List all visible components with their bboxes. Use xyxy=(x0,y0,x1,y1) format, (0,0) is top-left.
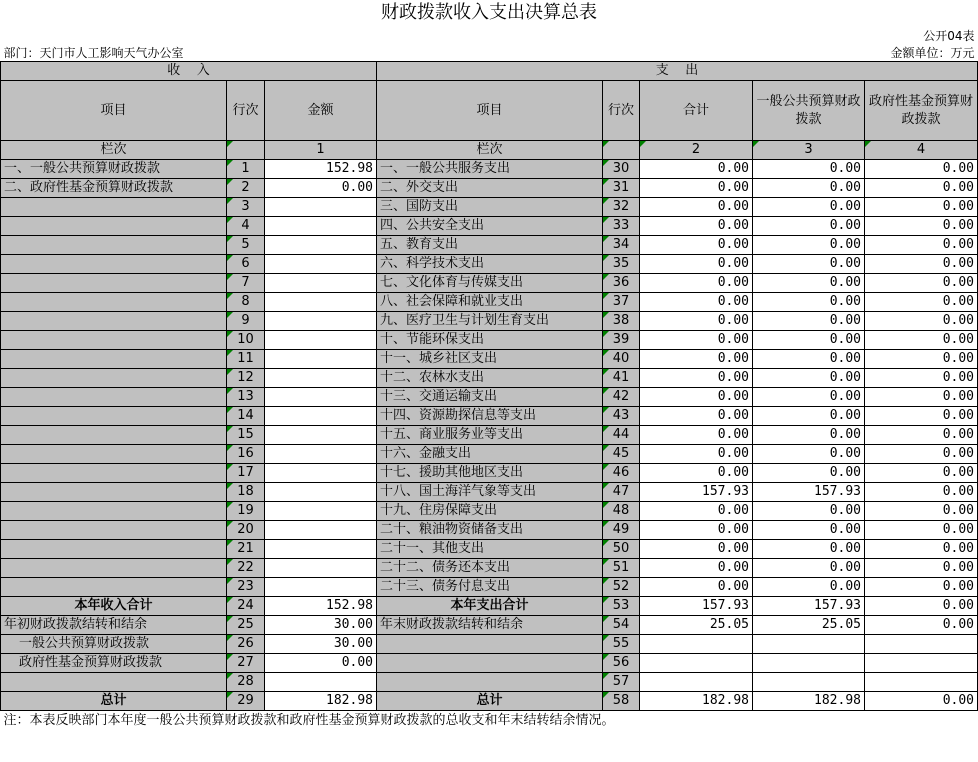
expense-item: 八、社会保障和就业支出 xyxy=(377,293,603,312)
col-header-expense-item: 项目 xyxy=(377,81,603,141)
table-row xyxy=(1,407,978,426)
income-item xyxy=(1,521,227,540)
row-no: 27 xyxy=(227,654,265,673)
table-row xyxy=(1,388,978,407)
income-item xyxy=(1,426,227,445)
unit-label: 金额单位：万元 xyxy=(890,46,975,60)
expense-total[interactable]: 0.00 xyxy=(640,407,753,426)
income-amount[interactable]: 0.00 xyxy=(265,179,377,198)
begin-fund-amount[interactable]: 0.00 xyxy=(265,654,377,673)
row-no: 31 xyxy=(603,179,640,198)
income-item xyxy=(1,274,227,293)
grand-total-label-2: 总计 xyxy=(377,692,603,711)
expense-fund[interactable]: 0.00 xyxy=(865,293,978,312)
expense-general[interactable]: 0.00 xyxy=(753,464,865,483)
expense-fund[interactable]: 0.00 xyxy=(865,578,978,597)
table-row xyxy=(1,350,978,369)
col-index-1: 1 xyxy=(265,141,377,160)
row-no: 10 xyxy=(227,331,265,350)
expense-fund[interactable]: 0.00 xyxy=(865,217,978,236)
table-row xyxy=(1,274,978,293)
expense-item: 十六、金融支出 xyxy=(377,445,603,464)
row-no: 50 xyxy=(603,540,640,559)
row-no: 58 xyxy=(603,692,640,711)
expense-total[interactable]: 0.00 xyxy=(640,179,753,198)
col-header-general: 一般公共预算财政拨款 xyxy=(753,81,865,141)
expense-fund[interactable]: 0.00 xyxy=(865,312,978,331)
row-no: 13 xyxy=(227,388,265,407)
grand-total-total[interactable]: 182.98 xyxy=(640,692,753,711)
expense-item: 十二、农林水支出 xyxy=(377,369,603,388)
row-no: 32 xyxy=(603,198,640,217)
table-row xyxy=(1,540,978,559)
row-no: 19 xyxy=(227,502,265,521)
expense-fund[interactable]: 0.00 xyxy=(865,160,978,179)
expense-fund[interactable]: 0.00 xyxy=(865,502,978,521)
department-label: 部门：天门市人工影响天气办公室 xyxy=(3,46,184,60)
row-no: 57 xyxy=(603,673,640,692)
income-amount[interactable] xyxy=(265,293,377,312)
grand-total-label: 总计 xyxy=(1,692,227,711)
row-no: 36 xyxy=(603,274,640,293)
income-item xyxy=(1,483,227,502)
income-amount[interactable] xyxy=(265,445,377,464)
row-no: 5 xyxy=(227,236,265,255)
end-balance-general[interactable]: 25.05 xyxy=(753,616,865,635)
expense-total[interactable]: 0.00 xyxy=(640,160,753,179)
expense-total[interactable]: 0.00 xyxy=(640,369,753,388)
table-row xyxy=(1,331,978,350)
expense-general[interactable]: 0.00 xyxy=(753,426,865,445)
table-row xyxy=(1,255,978,274)
end-balance-fund[interactable]: 0.00 xyxy=(865,616,978,635)
expense-general[interactable]: 0.00 xyxy=(753,293,865,312)
expense-item: 十、节能环保支出 xyxy=(377,331,603,350)
expense-general[interactable]: 0.00 xyxy=(753,160,865,179)
begin-general-label: 一般公共预算财政拨款 xyxy=(1,635,227,654)
expense-general[interactable]: 0.00 xyxy=(753,217,865,236)
row-no: 34 xyxy=(603,236,640,255)
expense-total[interactable]: 0.00 xyxy=(640,521,753,540)
row-no: 28 xyxy=(227,673,265,692)
expense-fund[interactable]: 0.00 xyxy=(865,426,978,445)
row-no: 2 xyxy=(227,179,265,198)
col-index-label: 栏次 xyxy=(1,141,227,160)
footnote: 注：本表反映部门本年度一般公共预算财政拨款和政府性基金预算财政拨款的总收支和年末结转结余情况。 xyxy=(3,713,615,729)
expense-total[interactable]: 0.00 xyxy=(640,217,753,236)
table-title: 财政拨款收入支出决算总表 xyxy=(381,2,597,23)
expense-fund[interactable]: 0.00 xyxy=(865,331,978,350)
row-no: 24 xyxy=(227,597,265,616)
income-amount[interactable] xyxy=(265,331,377,350)
expense-general[interactable]: 0.00 xyxy=(753,559,865,578)
expense-total[interactable]: 0.00 xyxy=(640,236,753,255)
expense-total-label: 本年支出合计 xyxy=(377,597,603,616)
row-no: 3 xyxy=(227,198,265,217)
income-total-label: 本年收入合计 xyxy=(1,597,227,616)
table-row xyxy=(1,445,978,464)
table-row xyxy=(1,521,978,540)
income-amount[interactable] xyxy=(265,255,377,274)
expense-item: 二十三、债务付息支出 xyxy=(377,578,603,597)
table-row xyxy=(1,483,978,502)
expense-section-header: 支 出 xyxy=(377,62,978,81)
col-header-income-amount: 金额 xyxy=(265,81,377,141)
expense-item: 十一、城乡社区支出 xyxy=(377,350,603,369)
income-amount[interactable] xyxy=(265,483,377,502)
table-row xyxy=(1,160,978,179)
income-amount[interactable] xyxy=(265,540,377,559)
row-no: 17 xyxy=(227,464,265,483)
col-header-income-item: 项目 xyxy=(1,81,227,141)
income-item xyxy=(1,293,227,312)
end-balance-label: 年末财政拨款结转和结余 xyxy=(377,616,603,635)
expense-item: 九、医疗卫生与计划生育支出 xyxy=(377,312,603,331)
income-amount[interactable] xyxy=(265,198,377,217)
row-no: 49 xyxy=(603,521,640,540)
row-no: 18 xyxy=(227,483,265,502)
expense-fund[interactable]: 0.00 xyxy=(865,369,978,388)
expense-general[interactable]: 0.00 xyxy=(753,179,865,198)
expense-total[interactable]: 0.00 xyxy=(640,293,753,312)
row-no: 56 xyxy=(603,654,640,673)
income-item xyxy=(1,217,227,236)
row-no: 29 xyxy=(227,692,265,711)
row-no: 22 xyxy=(227,559,265,578)
income-amount[interactable] xyxy=(265,578,377,597)
expense-item: 二十一、其他支出 xyxy=(377,540,603,559)
expense-general[interactable]: 0.00 xyxy=(753,540,865,559)
table-row xyxy=(1,312,978,331)
table-row xyxy=(1,198,978,217)
expense-total[interactable]: 0.00 xyxy=(640,445,753,464)
income-item xyxy=(1,198,227,217)
expense-item: 二十二、债务还本支出 xyxy=(377,559,603,578)
row-no: 7 xyxy=(227,274,265,293)
expense-total[interactable]: 0.00 xyxy=(640,312,753,331)
expense-general[interactable]: 0.00 xyxy=(753,198,865,217)
row-no: 14 xyxy=(227,407,265,426)
income-amount[interactable]: 152.98 xyxy=(265,160,377,179)
expense-item: 三、国防支出 xyxy=(377,198,603,217)
expense-total-general[interactable]: 157.93 xyxy=(753,597,865,616)
table-row xyxy=(1,293,978,312)
expense-general[interactable]: 0.00 xyxy=(753,274,865,293)
income-amount[interactable] xyxy=(265,559,377,578)
expense-total[interactable]: 0.00 xyxy=(640,578,753,597)
income-item xyxy=(1,578,227,597)
expense-total[interactable]: 0.00 xyxy=(640,350,753,369)
income-amount[interactable] xyxy=(265,464,377,483)
table-row xyxy=(1,236,978,255)
row-no: 42 xyxy=(603,388,640,407)
expense-total[interactable]: 0.00 xyxy=(640,198,753,217)
expense-total[interactable]: 0.00 xyxy=(640,274,753,293)
expense-general[interactable]: 0.00 xyxy=(753,255,865,274)
income-item xyxy=(1,255,227,274)
row-no: 8 xyxy=(227,293,265,312)
expense-general[interactable]: 0.00 xyxy=(753,331,865,350)
income-amount[interactable] xyxy=(265,274,377,293)
begin-fund-label: 政府性基金预算财政拨款 xyxy=(1,654,227,673)
income-item xyxy=(1,312,227,331)
row-no: 26 xyxy=(227,635,265,654)
expense-fund[interactable]: 0.00 xyxy=(865,483,978,502)
expense-general[interactable]: 0.00 xyxy=(753,521,865,540)
row-no: 30 xyxy=(603,160,640,179)
begin-balance-label: 年初财政拨款结转和结余 xyxy=(1,616,227,635)
row-no: 51 xyxy=(603,559,640,578)
expense-general[interactable]: 0.00 xyxy=(753,578,865,597)
col-header-income-row-no: 行次 xyxy=(227,81,265,141)
expense-fund[interactable]: 0.00 xyxy=(865,445,978,464)
expense-fund[interactable]: 0.00 xyxy=(865,198,978,217)
table-row xyxy=(1,502,978,521)
income-item xyxy=(1,559,227,578)
income-amount[interactable] xyxy=(265,236,377,255)
expense-fund[interactable]: 0.00 xyxy=(865,350,978,369)
expense-total[interactable]: 0.00 xyxy=(640,540,753,559)
expense-item: 五、教育支出 xyxy=(377,236,603,255)
income-item: 一、一般公共预算财政拨款 xyxy=(1,160,227,179)
table-row xyxy=(1,578,978,597)
expense-fund[interactable]: 0.00 xyxy=(865,388,978,407)
row-no: 52 xyxy=(603,578,640,597)
row-no: 44 xyxy=(603,426,640,445)
col-header-fund: 政府性基金预算财政拨款 xyxy=(865,81,978,141)
expense-fund[interactable]: 0.00 xyxy=(865,521,978,540)
expense-item: 十三、交通运输支出 xyxy=(377,388,603,407)
row-no: 23 xyxy=(227,578,265,597)
row-no: 21 xyxy=(227,540,265,559)
income-amount[interactable] xyxy=(265,521,377,540)
table-row xyxy=(1,559,978,578)
begin-general-amount[interactable]: 30.00 xyxy=(265,635,377,654)
row-no: 35 xyxy=(603,255,640,274)
row-no: 6 xyxy=(227,255,265,274)
income-amount[interactable] xyxy=(265,217,377,236)
expense-item: 六、科学技术支出 xyxy=(377,255,603,274)
expense-general[interactable]: 157.93 xyxy=(753,483,865,502)
expense-general[interactable]: 0.00 xyxy=(753,502,865,521)
expense-fund[interactable]: 0.00 xyxy=(865,274,978,293)
row-no: 43 xyxy=(603,407,640,426)
expense-general[interactable]: 0.00 xyxy=(753,350,865,369)
expense-item: 十五、商业服务业等支出 xyxy=(377,426,603,445)
row-no: 1 xyxy=(227,160,265,179)
expense-total-fund[interactable]: 0.00 xyxy=(865,597,978,616)
income-amount[interactable] xyxy=(265,350,377,369)
expense-general[interactable]: 0.00 xyxy=(753,407,865,426)
row-no: 4 xyxy=(227,217,265,236)
row-no: 33 xyxy=(603,217,640,236)
col-header-expense-row-no: 行次 xyxy=(603,81,640,141)
expense-item: 十七、援助其他地区支出 xyxy=(377,464,603,483)
row-no: 54 xyxy=(603,616,640,635)
expense-fund[interactable]: 0.00 xyxy=(865,464,978,483)
expense-total-total[interactable]: 157.93 xyxy=(640,597,753,616)
expense-general[interactable]: 0.00 xyxy=(753,312,865,331)
expense-item: 十四、资源勘探信息等支出 xyxy=(377,407,603,426)
income-item xyxy=(1,540,227,559)
income-total-amount[interactable]: 152.98 xyxy=(265,597,377,616)
row-no: 37 xyxy=(603,293,640,312)
row-no: 46 xyxy=(603,464,640,483)
income-amount[interactable] xyxy=(265,426,377,445)
row-no: 48 xyxy=(603,502,640,521)
income-item xyxy=(1,388,227,407)
income-amount[interactable] xyxy=(265,502,377,521)
expense-fund[interactable]: 0.00 xyxy=(865,179,978,198)
expense-total[interactable]: 0.00 xyxy=(640,331,753,350)
income-item xyxy=(1,350,227,369)
table-row xyxy=(1,369,978,388)
income-section-header: 收 入 xyxy=(1,62,377,81)
col-index-3: 3 xyxy=(753,141,865,160)
row-no: 39 xyxy=(603,331,640,350)
table-row xyxy=(1,464,978,483)
expense-item: 二、外交支出 xyxy=(377,179,603,198)
income-item xyxy=(1,369,227,388)
expense-total[interactable]: 0.00 xyxy=(640,388,753,407)
expense-total[interactable]: 0.00 xyxy=(640,559,753,578)
income-item: 二、政府性基金预算财政拨款 xyxy=(1,179,227,198)
row-no: 45 xyxy=(603,445,640,464)
income-amount[interactable] xyxy=(265,388,377,407)
expense-total[interactable]: 157.93 xyxy=(640,483,753,502)
table-row xyxy=(1,426,978,445)
expense-total[interactable]: 0.00 xyxy=(640,426,753,445)
row-no: 25 xyxy=(227,616,265,635)
col-index-4: 4 xyxy=(865,141,978,160)
table-row xyxy=(1,217,978,236)
table-body xyxy=(1,160,978,597)
income-item xyxy=(1,236,227,255)
expense-item: 十九、住房保障支出 xyxy=(377,502,603,521)
row-no: 53 xyxy=(603,597,640,616)
income-item xyxy=(1,502,227,521)
expense-general[interactable]: 0.00 xyxy=(753,369,865,388)
income-amount[interactable] xyxy=(265,369,377,388)
col-index-2: 2 xyxy=(640,141,753,160)
row-no: 11 xyxy=(227,350,265,369)
grand-total-fund[interactable]: 0.00 xyxy=(865,692,978,711)
row-no: 47 xyxy=(603,483,640,502)
form-code: 公开04表 xyxy=(923,28,975,43)
expense-general[interactable]: 0.00 xyxy=(753,236,865,255)
grand-total-amount[interactable]: 182.98 xyxy=(265,692,377,711)
expense-general[interactable]: 0.00 xyxy=(753,445,865,464)
expense-general[interactable]: 0.00 xyxy=(753,388,865,407)
row-no: 55 xyxy=(603,635,640,654)
income-amount[interactable] xyxy=(265,312,377,331)
table-row xyxy=(1,179,978,198)
income-item xyxy=(1,331,227,350)
end-balance-total[interactable]: 25.05 xyxy=(640,616,753,635)
col-header-total: 合计 xyxy=(640,81,753,141)
expense-fund[interactable]: 0.00 xyxy=(865,407,978,426)
expense-fund[interactable]: 0.00 xyxy=(865,559,978,578)
row-no: 16 xyxy=(227,445,265,464)
expense-item: 二十、粮油物资储备支出 xyxy=(377,521,603,540)
row-no: 20 xyxy=(227,521,265,540)
expense-fund[interactable]: 0.00 xyxy=(865,255,978,274)
col-index-label-2: 栏次 xyxy=(377,141,603,160)
income-item xyxy=(1,464,227,483)
expense-total[interactable]: 0.00 xyxy=(640,464,753,483)
income-item xyxy=(1,407,227,426)
expense-total[interactable]: 0.00 xyxy=(640,502,753,521)
row-no: 12 xyxy=(227,369,265,388)
expense-item: 一、一般公共服务支出 xyxy=(377,160,603,179)
income-amount[interactable] xyxy=(265,407,377,426)
expense-item: 七、文化体育与传媒支出 xyxy=(377,274,603,293)
expense-fund[interactable]: 0.00 xyxy=(865,540,978,559)
expense-item: 四、公共安全支出 xyxy=(377,217,603,236)
row-no: 9 xyxy=(227,312,265,331)
expense-total[interactable]: 0.00 xyxy=(640,255,753,274)
begin-balance-amount[interactable]: 30.00 xyxy=(265,616,377,635)
row-no: 15 xyxy=(227,426,265,445)
income-item xyxy=(1,445,227,464)
row-no: 38 xyxy=(603,312,640,331)
row-no: 41 xyxy=(603,369,640,388)
expense-item: 十八、国土海洋气象等支出 xyxy=(377,483,603,502)
expense-fund[interactable]: 0.00 xyxy=(865,236,978,255)
grand-total-general[interactable]: 182.98 xyxy=(753,692,865,711)
row-no: 40 xyxy=(603,350,640,369)
